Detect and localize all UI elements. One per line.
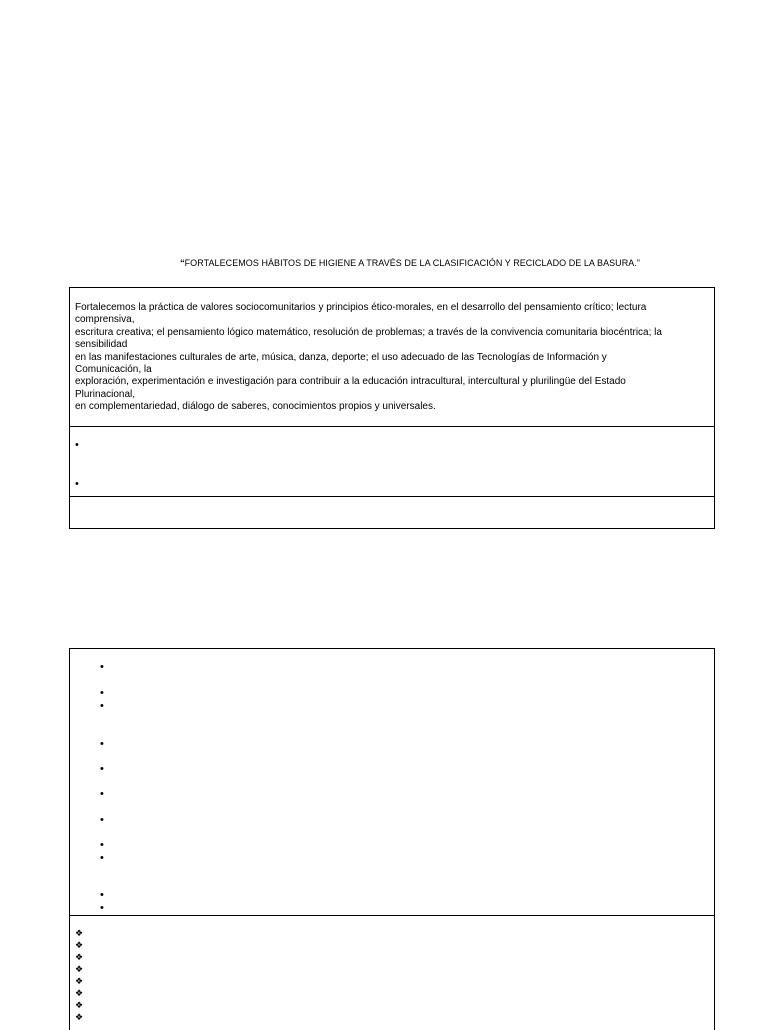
bullet: • bbox=[100, 700, 104, 712]
bullet-list-table bbox=[69, 648, 715, 916]
objective-table bbox=[69, 287, 715, 529]
diamond-bullet: ❖ bbox=[75, 952, 84, 962]
diamond-bullet: ❖ bbox=[75, 928, 84, 938]
bullet: • bbox=[75, 478, 79, 490]
bullet: • bbox=[100, 902, 104, 914]
empty-row bbox=[70, 497, 714, 528]
objective-line: Plurinacional, bbox=[75, 388, 136, 400]
objective-text bbox=[70, 288, 714, 427]
bullet: • bbox=[100, 763, 104, 775]
document-title: “FORTALECEMOS HÁBITOS DE HIGIENE A TRAVÉS DE LA CLASIFICACIÓN Y RECICLADO DE LA BASURA.” bbox=[180, 258, 640, 268]
objective-line: escritura creativa; el pensamiento lógico matemático, resolución de problemas; a través de la convivencia comunitaria biocéntrica; la bbox=[75, 326, 662, 338]
diamond-list-table bbox=[69, 915, 715, 1030]
diamond-bullet: ❖ bbox=[75, 976, 84, 986]
objective-line: en complementariedad, diálogo de saberes, conocimientos propios y universales. bbox=[75, 401, 436, 413]
bullet: • bbox=[100, 661, 104, 673]
diamond-bullet: ❖ bbox=[75, 988, 84, 998]
bullet-row bbox=[70, 427, 714, 497]
objective-line: sensibilidad bbox=[75, 339, 128, 351]
bullet: • bbox=[100, 788, 104, 800]
objective-line: Fortalecemos la práctica de valores sociocomunitarios y principios ético-morales, en el desarrollo del pensamiento crítico; lectura bbox=[75, 302, 647, 313]
diamond-bullet: ❖ bbox=[75, 1012, 84, 1022]
bullet: • bbox=[100, 738, 104, 750]
bullet: • bbox=[100, 889, 104, 901]
objective-line: Comunicación, la bbox=[75, 364, 152, 376]
objective-line: exploración, experimentación e investigación para contribuir a la educación intracultural, intercultural y plurilingüe del Estado bbox=[75, 376, 626, 388]
bullet: • bbox=[75, 439, 79, 451]
diamond-bullet: ❖ bbox=[75, 940, 84, 950]
diamond-bullet: ❖ bbox=[75, 964, 84, 974]
bullet: • bbox=[100, 814, 104, 826]
objective-line: en las manifestaciones culturales de arte, música, danza, deporte; el uso adecuado de las Tecnologías de Información y bbox=[75, 351, 607, 363]
objective-line: comprensiva, bbox=[75, 314, 135, 326]
bullet: • bbox=[100, 839, 104, 851]
bullet: • bbox=[100, 852, 104, 864]
bullet: • bbox=[100, 687, 104, 699]
diamond-bullet: ❖ bbox=[75, 1000, 84, 1010]
